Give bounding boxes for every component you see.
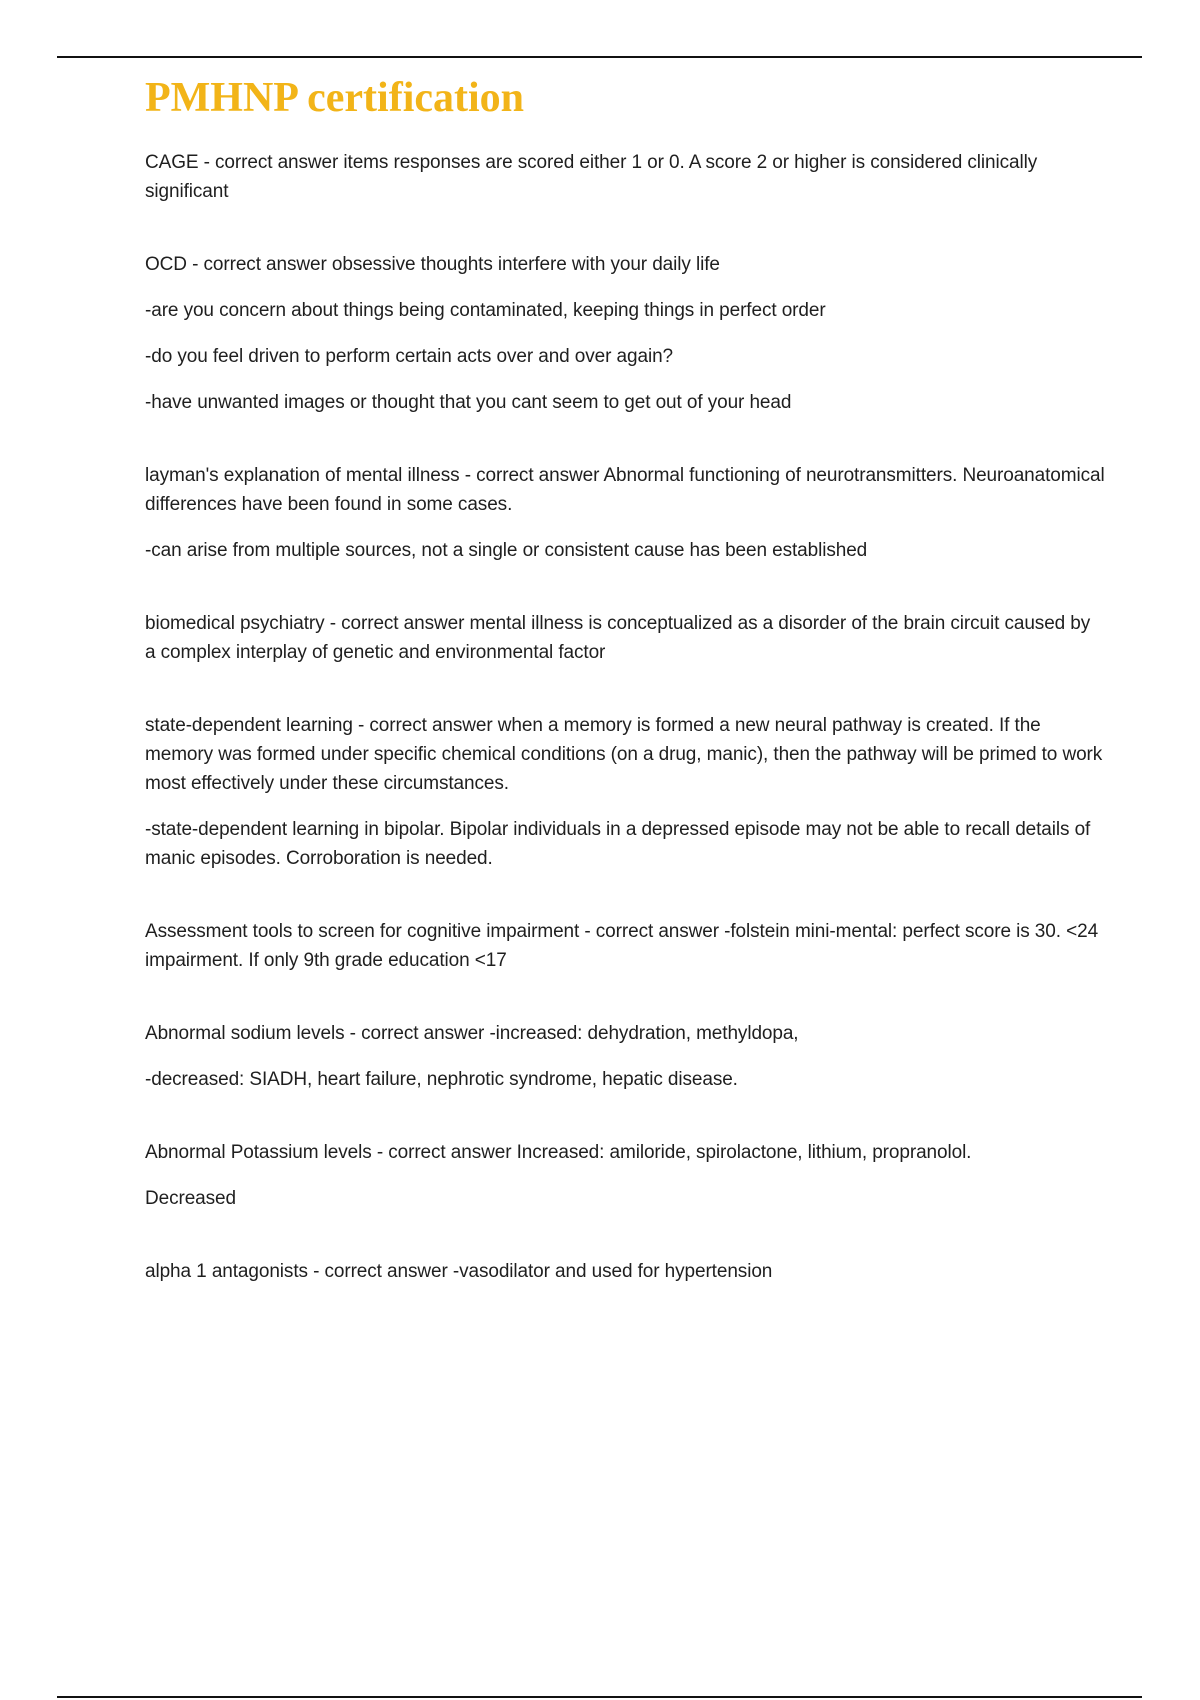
entry-alpha1: [145, 1257, 1105, 1286]
entry-line: -have unwanted images or thought that you cant seem to get out of your head: [145, 392, 792, 413]
entry-layman: [145, 461, 1105, 565]
entry-line: state-dependent learning - correct answer when a memory is formed a new neural pathway is created. If the memory was formed under specific chemical conditions (on a drug, manic), then the pathway will be primed to work most effectively under these circumstances.: [145, 715, 1103, 794]
entry-line: CAGE - correct answer items responses are scored either 1 or 0. A score 2 or higher is considered clinically significant: [145, 152, 1038, 202]
entry-state-dependent: [145, 711, 1105, 873]
document-title: PMHNP certification: [145, 75, 525, 121]
entries: [145, 148, 1105, 1286]
entry-cage: [145, 148, 1105, 206]
entry-assessment-tools: [145, 917, 1105, 975]
entry-line: -decreased: SIADH, heart failure, nephrotic syndrome, hepatic disease.: [145, 1069, 738, 1090]
entry-line: -do you feel driven to perform certain acts over and over again?: [145, 346, 674, 367]
entry-line: -can arise from multiple sources, not a single or consistent cause has been established: [145, 540, 868, 561]
entry-line: Assessment tools to screen for cognitive impairment - correct answer -folstein mini-mental: perfect score is 30. <24 impairment. If only 9th grade education <17: [145, 921, 1099, 971]
top-rule: [57, 56, 1142, 58]
bottom-rule: [57, 1696, 1142, 1698]
document-page: [145, 70, 1105, 1330]
entry-line: -state-dependent learning in bipolar. Bipolar individuals in a depressed episode may not be able to recall details of manic episodes. Corroboration is needed.: [145, 819, 1091, 869]
entry-line: Decreased: [145, 1188, 236, 1209]
entry-sodium: [145, 1019, 1105, 1094]
entry-line: -are you concern about things being contaminated, keeping things in perfect order: [145, 300, 826, 321]
entry-line: alpha 1 antagonists - correct answer -vasodilator and used for hypertension: [145, 1261, 773, 1282]
entry-line: OCD - correct answer obsessive thoughts interfere with your daily life: [145, 254, 720, 275]
entry-line: Abnormal Potassium levels - correct answer Increased: amiloride, spirolactone, lithium, propranolol.: [145, 1142, 972, 1163]
entry-biomedical: [145, 609, 1105, 667]
entry-line: biomedical psychiatry - correct answer mental illness is conceptualized as a disorder of the brain circuit caused by a complex interplay of genetic and environmental factor: [145, 613, 1091, 663]
entry-ocd: [145, 250, 1105, 417]
entry-line: layman's explanation of mental illness - correct answer Abnormal functioning of neurotransmitters. Neuroanatomical differences have been found in some cases.: [145, 465, 1105, 515]
entry-line: Abnormal sodium levels - correct answer -increased: dehydration, methyldopa,: [145, 1023, 799, 1044]
entry-potassium: [145, 1138, 1105, 1213]
